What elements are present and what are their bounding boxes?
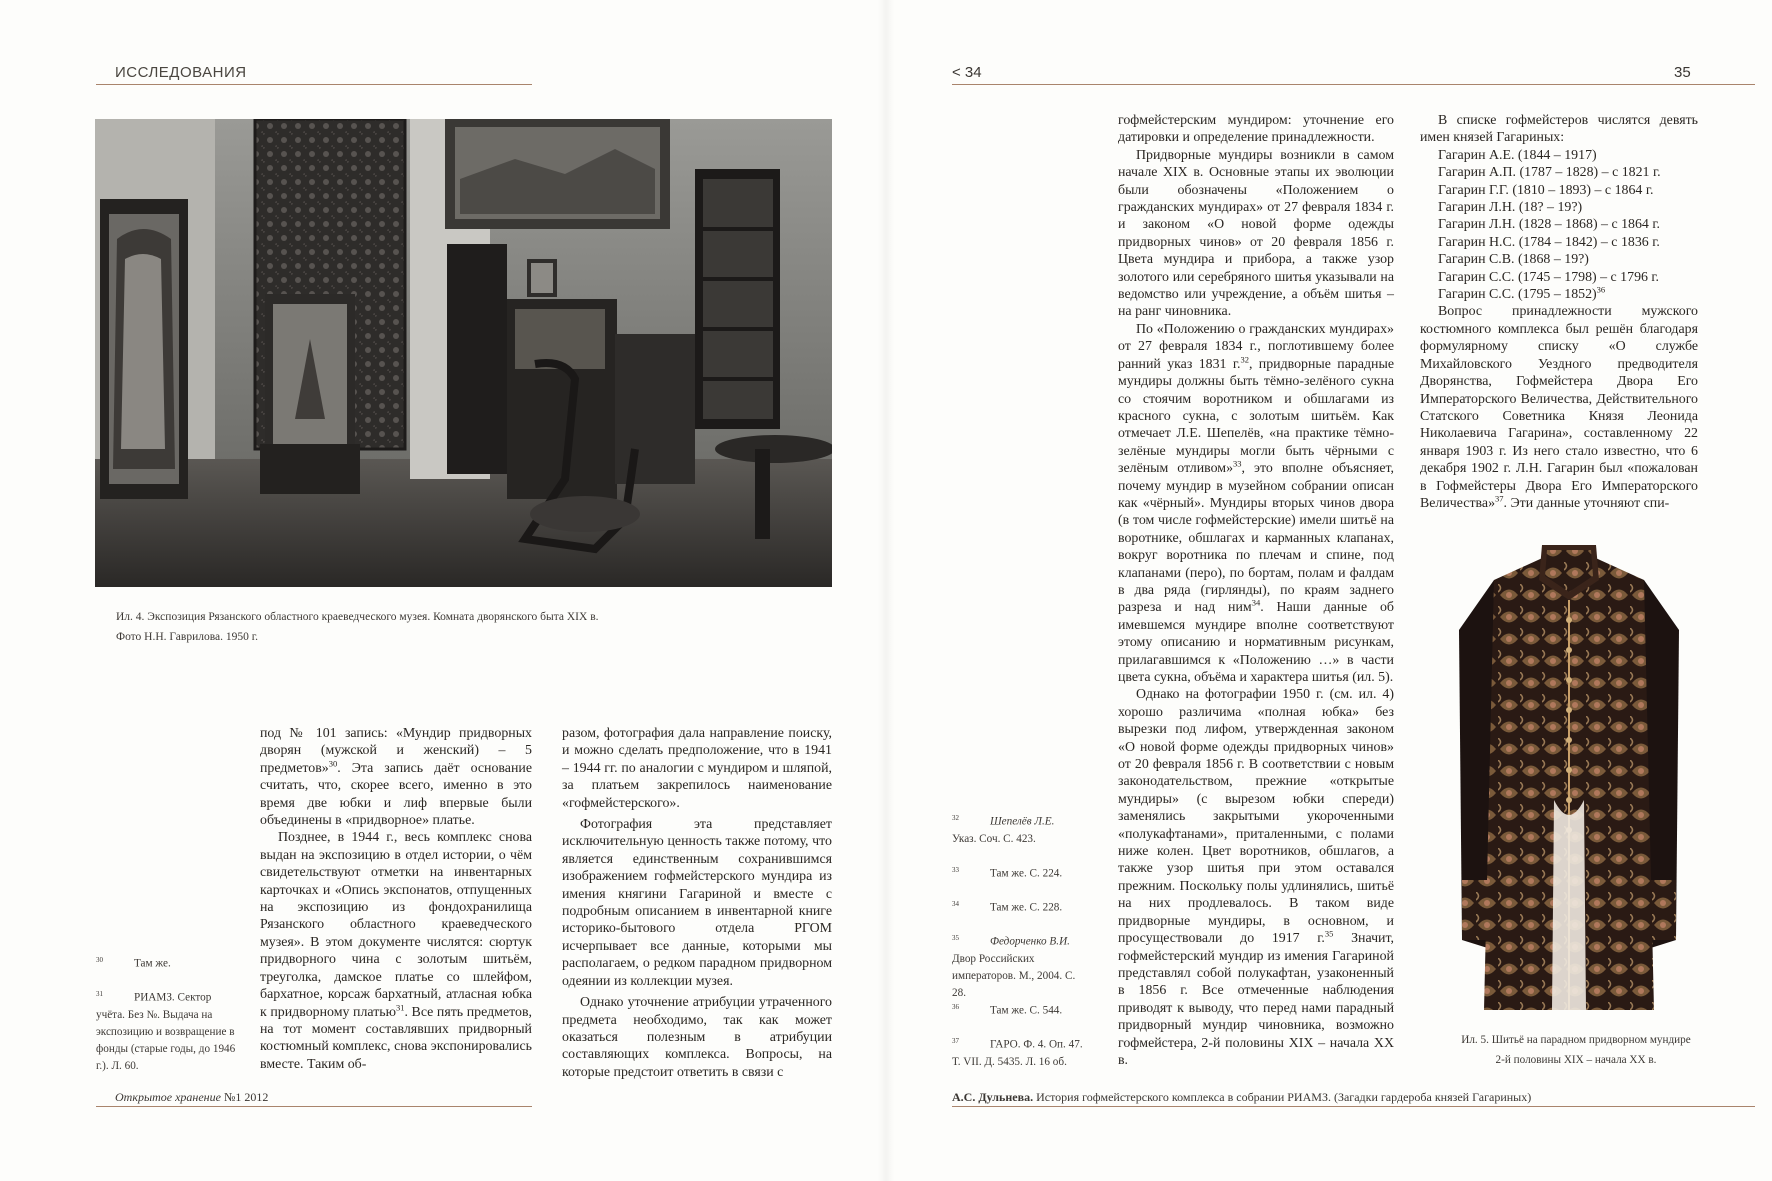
text-run: , это вполне объясняет, почему мундир в музейном собрании описан как «чёрный». Мундиры вторых чинов двора (в том числе гофмейстерские) имели шитьё на воротнике, обшлагах и карманных клапанах, вокруг воротника по плечам и спине, под клапанами (перо), по бортам, полам и фалдам в два ряда (гирлянды), по краям заднего разреза и над ним <box>1118 461 1394 616</box>
journal-footer <box>115 1090 268 1105</box>
footnote-number: 33 <box>952 866 959 874</box>
footnote-33 <box>952 862 1092 883</box>
uniform-caption-line1: Ил. 5. Шитьё на парадном придворном мундире <box>1461 1034 1691 1046</box>
article-author: А.С. Дульнева. <box>952 1090 1034 1104</box>
footnote-author: Шепелёв Л.Е. <box>990 815 1055 828</box>
text-run: , придворные парадные мундиры должны быть тёмно-зелёного сукна со стоячим воротником и обшлагами из красного сукна, с золотым шитьём. Как отмечает Л.Е. Шепелёв, «на практике тёмно-зелёные мундиры могли быть чёрными с зелёным отливом» <box>1118 356 1394 477</box>
footnote-text: Там же. С. 224. <box>990 867 1063 880</box>
uniform-caption <box>1426 1030 1726 1070</box>
footnote-text: Там же. С. 544. <box>990 1004 1063 1017</box>
journal-name: Открытое хранение <box>115 1090 221 1104</box>
footer-rule <box>96 1106 532 1107</box>
footnote-text: Там же. С. 228. <box>990 901 1063 914</box>
text-run: . Все пять предметов, на тот момент составлявших придворный костюмный комплекс, снова экспонировались вместе. Таким об- <box>260 1004 532 1072</box>
body-column-gagarins <box>1420 112 1698 512</box>
text-run: . Наши данные об имевшемся мундире вполне соответствуют этому описанию и нормативным рисункам, прилагавшимся к «Положению …» в части цвета сукна, объёма и характера шитья (ил. 5). <box>1118 600 1394 685</box>
paragraph: Придворные мундиры возникли в самом начале XIX в. Основные этапы их эволюции были обозначены «Положением о гражданских мундирах» от 27 февраля 1834 г. и законом «О новой форме одежды придворных чинов» от 20 февраля 1856 г. Цвета мундира и прибора, а также узор золотого или серебряного шитья указывали на ведомство или учреждение, а объём шитья – на ранг чиновника. <box>1118 147 1394 320</box>
footnote-number: 34 <box>952 900 959 908</box>
page-number: 35 <box>1674 64 1691 81</box>
photo-caption-line2: Фото Н.Н. Гаврилова. 1950 г. <box>116 631 259 643</box>
list-item: Гагарин С.В. (1868 – 19?) <box>1438 252 1589 268</box>
footnote-ref: 31 <box>395 1001 405 1012</box>
list-item <box>1438 286 1698 303</box>
footer-rule <box>952 1106 1755 1107</box>
previous-page-link[interactable]: < 34 <box>952 64 982 81</box>
footnote-number: 35 <box>952 934 959 942</box>
footnote-30 <box>96 952 236 973</box>
footnote-text: ГАРО. Ф. 4. Оп. 47. Т. VII. Д. 5435. Л. 16 об. <box>952 1038 1083 1068</box>
body-column-main <box>1118 112 1394 1069</box>
uniform-photo <box>1454 540 1684 1020</box>
footnote-34 <box>952 896 1092 917</box>
footnote-ref: 35 <box>1324 928 1334 939</box>
body-column-2 <box>562 725 832 1081</box>
footnote-text: Указ. Соч. С. 423. <box>952 832 1036 845</box>
photo-caption-line1: Ил. 4. Экспозиция Рязанского областного краеведческого музея. Комната дворянского быта XIX в. <box>116 611 599 623</box>
list-item: Гагарин С.С. (1745 – 1798) – с 1796 г. <box>1438 269 1660 285</box>
museum-room-photo <box>95 119 832 587</box>
list-item: Гагарин Г.Г. (1810 – 1893) – с 1864 г. <box>1438 182 1654 198</box>
journal-issue: №1 2012 <box>223 1090 269 1104</box>
text-run: Однако на фотографии 1950 г. (см. ил. 4) хорошо различима «полная юбка» без вырезки под лифом, утвержденная законом «О новой форме одежды придворных чинов» от 20 февраля 1856 г. В соответствии с новым законодательством, прежние «открытые мундиры» (с вырезом юбки спереди) заменялись закрытыми укороченными «полукафтанами», приталенными, с полами ниже колен. Цвет воротников, обшлагов, а также узор шитья при этом оставался прежним. Поскольку полы удлинялись, шитьё на них продлевалось. В таком виде придворные мундиры, в основном, и просуществовали до 1917 г. <box>1118 687 1394 947</box>
footnote-ref: 37 <box>1495 493 1504 504</box>
footnote-ref: 32 <box>1240 354 1249 365</box>
list-item: Гагарин А.П. (1787 – 1828) – с 1821 г. <box>1438 165 1661 181</box>
footnote-text: Там же. <box>134 957 171 970</box>
text-run: . Эти данные уточняют спи- <box>1503 495 1670 511</box>
footnote-number: 32 <box>952 814 959 822</box>
paragraph <box>1118 686 1394 1069</box>
article-footer <box>952 1090 1531 1105</box>
footnote-number: 36 <box>952 1003 959 1011</box>
footnote-text: РИАМЗ. Сектор учёта. Без №. Выдача на экспозицию и возвращение в фонды (старые годы, до 1946 г.). Л. 60. <box>96 991 236 1072</box>
paragraph: гофмейстерским мундиром: уточнение его датировки и определение принадлежности. <box>1118 113 1394 146</box>
footnote-author: Федорченко В.И. <box>990 935 1070 948</box>
text-run: под № 101 запись: «Мундир придворных дворян (мужской и женский) – 5 предметов» <box>260 726 532 776</box>
footnote-ref: 36 <box>1596 284 1606 295</box>
paragraph: Фотография эта представляет исключительную ценность также потому, что является единственным сохранившимся изображением гофмейстерского мундира из имения княгини Гагариной и вместе с подробным описанием в инвентарной книге историко-бытового отдела РГОМ исчерпывает все данные, которыми мы располагаем, о редком парадном придворном одеянии из коллекции музея. <box>562 817 832 989</box>
footnote-number: 37 <box>952 1037 959 1045</box>
photo-caption <box>116 607 836 647</box>
header-rule <box>96 84 532 85</box>
footnote-31 <box>96 986 236 1075</box>
footnote-32 <box>952 810 1092 848</box>
body-column-1 <box>260 725 532 1073</box>
footnote-text: Двор Российских императоров. М., 2004. С. 28. <box>952 952 1076 999</box>
right-page <box>886 0 1772 1181</box>
paragraph <box>1118 321 1394 687</box>
paragraph <box>260 725 532 829</box>
uniform-caption-line2: 2-й половины XIX – начала XX в. <box>1495 1054 1657 1066</box>
text-run: . Эта запись даёт основание считать, что, скорее всего, именно в это время две юбки и лиф впервые были объединены в «придворное» платье. <box>260 760 532 829</box>
gagarin-list <box>1420 147 1698 304</box>
footnote-ref: 34 <box>1251 597 1261 608</box>
list-item: Гагарин А.Е. (1844 – 1917) <box>1438 147 1597 163</box>
footnote-35 <box>952 930 1092 1002</box>
embroidered-uniform-illustration <box>1454 540 1684 1020</box>
text-run: Вопрос принадлежности мужского костюмного комплекса был решён благодаря формулярному списку «О службе Михайловского Уездного предводителя Дворянства, Гофмейстера Двора Его Императорского Величества, Действительного Статского Советника Князя Леонида Николаевича Гагарина», составленному 22 января 1903 г. Из него стало известно, что 6 декабря 1902 г. Л.Н. Гагарин был «пожалован в Гофмейстеры Двора Его Императорского Величества» <box>1420 304 1698 511</box>
paragraph <box>260 829 532 1073</box>
paragraph: Однако уточнение атрибуции утраченного предмета необходимо, так как может оказаться полезным в атрибуции составляющих комплекса. Вопросы, на которые предстоит ответить в связи с <box>562 995 832 1080</box>
text-run: Позднее, в 1944 г., весь комплекс снова выдан на экспозицию в отдел истории, о чём свидетельствуют отметки на инвентарных карточках и «Опись экспонатов, отпущенных на экспозицию из фондохранилища Рязанского областного краеведческого музея». В этом документе числятся: сюртук придворного чина с золотым шитьём, треуголка, дамское платье со шлейфом, бархатное, корсаж бархатный, атласная юбка к придворному платью <box>260 830 532 1020</box>
footnote-number: 31 <box>96 990 103 998</box>
list-item: Гагарин Л.Н. (1828 – 1868) – с 1864 г. <box>1438 217 1660 233</box>
footnote-37 <box>952 1033 1092 1071</box>
list-intro: В списке гофмейстеров числятся девять имен князей Гагариных: <box>1420 113 1698 146</box>
list-item: Гагарин Л.Н. (18? – 19?) <box>1438 200 1583 216</box>
footnote-36 <box>952 999 1092 1020</box>
text-run: Значит, гофмейстерский мундир из имения Гагариной представлял собой полукафтан, узаконенный в 1856 г. Все отмеченные наблюдения приводят к выводу, что перед нами парадный придворный мундир чиновника, возможно гофмейстера, 2-й половины XIX – начала XX в. <box>1118 931 1394 1068</box>
article-title: История гофмейстерского комплекса в собрании РИАМЗ. (Загадки гардероба князей Гагариных) <box>1033 1090 1532 1104</box>
footnote-ref: 30 <box>328 758 338 769</box>
text-run: По «Положению о гражданских мундирах» от 27 февраля 1834 г., поглотившему более ранний указ 1831 г. <box>1118 321 1394 372</box>
section-title: ИССЛЕДОВАНИЯ <box>115 64 247 81</box>
museum-room-illustration <box>95 119 832 587</box>
footnote-ref: 33 <box>1233 458 1242 469</box>
paragraph: разом, фотография дала направление поиску, и можно сделать предположение, что в 1941 – 1944 гг. по аналогии с мундиром и шляпой, за платьем закрепилось наименование «гофмейстерского». <box>562 726 832 811</box>
footnote-number: 30 <box>96 956 103 964</box>
paragraph <box>1420 303 1698 512</box>
text-run: Гагарин С.С. (1795 – 1852) <box>1438 287 1597 303</box>
header-rule <box>952 84 1755 85</box>
list-item: Гагарин Н.С. (1784 – 1842) – с 1836 г. <box>1438 234 1660 250</box>
